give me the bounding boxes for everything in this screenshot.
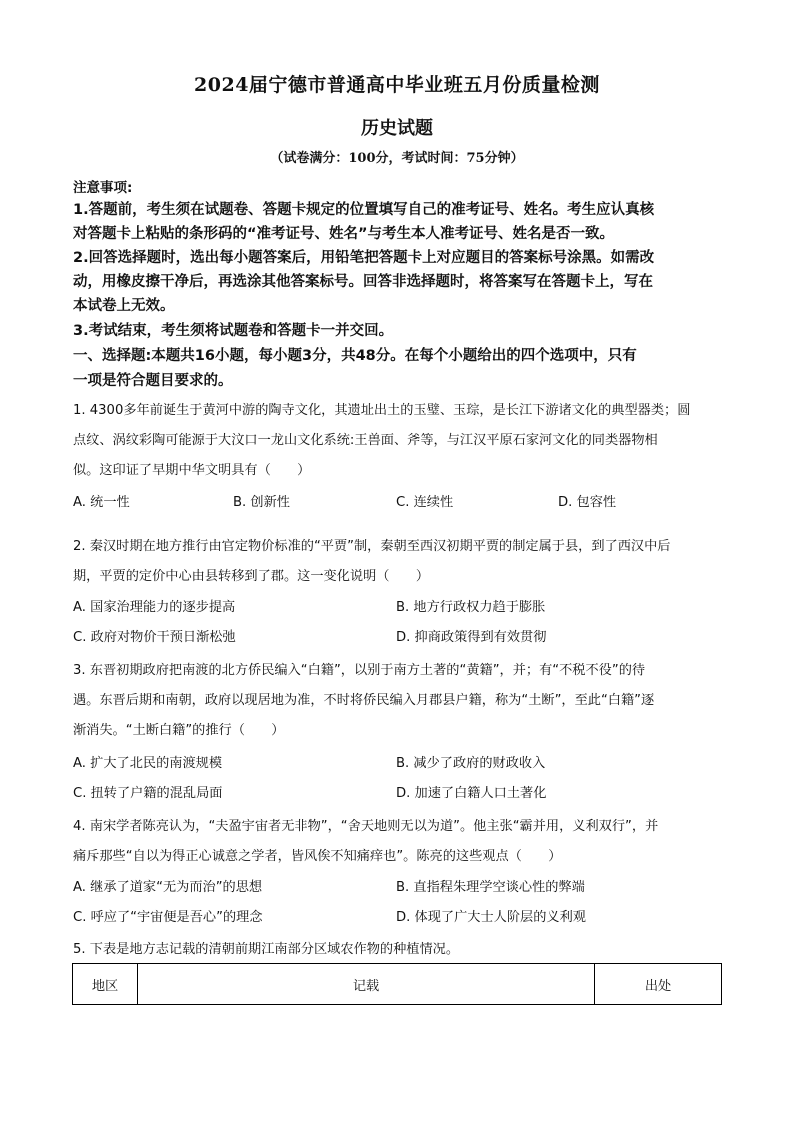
- question-4-text: 痛斥那些“自以为得正心诚意之学者，皆风俟不知痛痒也”。陈亮的这些观点（ ）: [73, 849, 562, 864]
- exam-title: 2024届宁德市普通高中毕业班五月份质量检测: [194, 74, 600, 96]
- question-4-option-c: C. 呼应了“宇宙便是吾心”的理念: [73, 910, 263, 925]
- question-3-text: 遇。东晋后期和南朝，政府以现居地为准，不时将侨民编入月郡县户籍，称为“土断”，至此“白籍”逐: [73, 693, 655, 708]
- question-1-text: 点纹、涡纹彩陶可能源于大汶口一龙山文化系统:王兽面、斧等，与江汉平原石家河文化的同类器物相: [73, 433, 658, 448]
- section-heading: 一项是符合题目要求的。: [73, 373, 233, 389]
- question-1-option-d: D. 包容性: [558, 495, 617, 510]
- question-2-option-d: D. 抑商政策得到有效贯彻: [396, 630, 547, 645]
- question-4-option-b: B. 直指程朱理学空谈心性的弊端: [396, 880, 585, 895]
- question-3-option-b: B. 减少了政府的财政收入: [396, 756, 546, 771]
- subject-title: 历史试题: [361, 118, 433, 139]
- question-5-text: 5. 下表是地方志记载的清朝前期江南部分区域农作物的种植情况。: [73, 942, 460, 957]
- table-header-record: 记载: [138, 964, 595, 1005]
- question-3-option-c: C. 扭转了户籍的混乱局面: [73, 786, 223, 801]
- question-3-option-a: A. 扩大了北民的南渡规模: [73, 756, 223, 771]
- notes-line: 2.回答选择题时，选出每小题答案后，用铅笔把答题卡上对应题目的答案标号涂黑。如需改: [73, 250, 655, 266]
- notes-line: 动，用橡皮擦干净后，再选涂其他答案标号。回答非选择题时，将答案写在答题卡上，写在: [73, 274, 653, 290]
- exam-info: （试卷满分：100分，考试时间：75分钟）: [270, 151, 524, 166]
- question-3-option-d: D. 加速了白籍人口土著化: [396, 786, 547, 801]
- question-4-text: 4. 南宋学者陈亮认为，“夫盈宇宙者无非物”，“舍天地则无以为道”。他主张“霸并用，义利双行”，并: [73, 819, 659, 834]
- table-header-region: 地区: [73, 964, 138, 1005]
- question-2-option-c: C. 政府对物价干预日渐松弛: [73, 630, 236, 645]
- question-1-option-c: C. 连续性: [396, 495, 454, 510]
- question-2-text: 期，平贾的定价中心由县转移到了郡。这一变化说明（ ）: [73, 569, 430, 584]
- question-2-text: 2. 秦汉时期在地方推行由官定物价标准的“平贾”制，秦朝至西汉初期平贾的制定属于县，到了西汉中后: [73, 539, 671, 554]
- question-2-option-a: A. 国家治理能力的逐步提高: [73, 600, 236, 615]
- table-header-row: [73, 964, 722, 1005]
- section-heading: 一、选择题:本题共16小题，每小题3分，共48分。在每个小题给出的四个选项中，只有: [73, 348, 637, 364]
- question-5-table: [72, 963, 722, 1005]
- question-1-text: 1. 4300多年前诞生于黄河中游的陶寺文化，其遗址出土的玉璧、玉琮，是长江下游诸文化的典型器类；圆: [73, 403, 691, 418]
- question-1-option-a: A. 统一性: [73, 495, 130, 510]
- notes-line: 本试卷上无效。: [73, 298, 175, 314]
- notes-line: 对答题卡上粘贴的条形码的“准考证号、姓名”与考生本人准考证号、姓名是否一致。: [73, 226, 615, 242]
- question-1-option-b: B. 创新性: [233, 495, 290, 510]
- question-4-option-d: D. 体现了广大士人阶层的义利观: [396, 910, 586, 925]
- question-3-text: 3. 东晋初期政府把南渡的北方侨民编入“白籍”，以别于南方土著的“黄籍”，并；有“不税不役”的待: [73, 663, 646, 678]
- question-1-text: 似。这印证了早期中华文明具有（ ）: [73, 463, 311, 478]
- question-3-text: 渐消失。“土断白籍”的推行（ ）: [73, 723, 285, 738]
- notes-heading: 注意事项:: [73, 180, 133, 196]
- notes-line: 3.考试结束，考生须将试题卷和答题卡一并交回。: [73, 323, 394, 339]
- table-header-source: 出处: [595, 964, 722, 1005]
- notes-line: 1.答题前，考生须在试题卷、答题卡规定的位置填写自己的准考证号、姓名。考生应认真核: [73, 202, 655, 218]
- question-2-option-b: B. 地方行政权力趋于膨胀: [396, 600, 546, 615]
- question-4-option-a: A. 继承了道家“无为而治”的思想: [73, 880, 263, 895]
